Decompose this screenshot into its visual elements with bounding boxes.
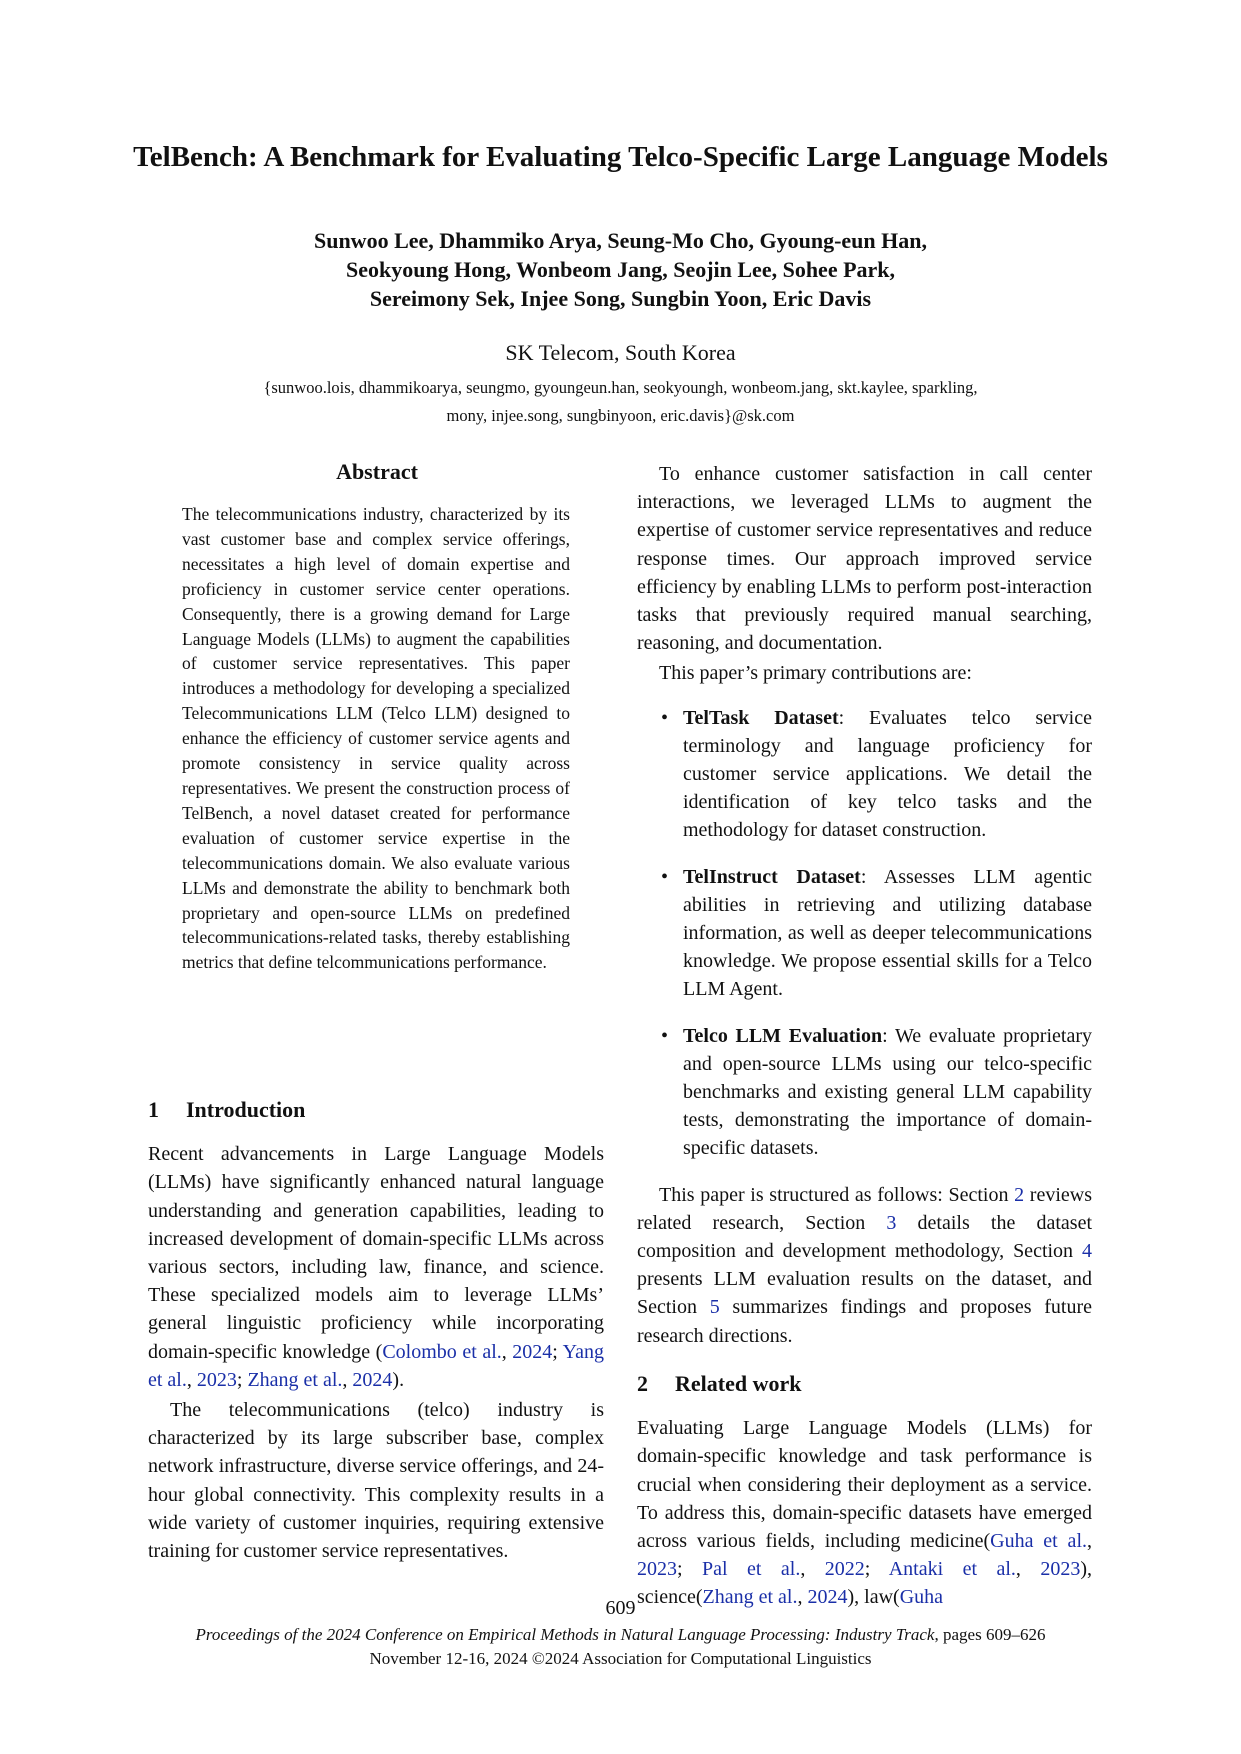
citation-link[interactable]: Antaki et al.: [888, 1558, 1016, 1581]
right-paragraph-1: To enhance customer satisfaction in call center interactions, we leveraged LLMs to augment the expertise of customer service representatives and reduce response times. Our approach improved service efficiency by enabling LLMs to perform post-interaction tasks that previously required manual searching, reasoning, and documentation.: [637, 463, 1092, 655]
author-line-1: Sunwoo Lee, Dhammiko Arya, Seung-Mo Cho, Gyoung-eun Han,: [313, 228, 928, 253]
intro-section: [148, 1096, 604, 1565]
section-ref-link[interactable]: 2: [1014, 1183, 1025, 1206]
author-list: [100, 226, 1141, 313]
citation-link[interactable]: Guha et al.: [990, 1529, 1087, 1552]
page-range: , pages 609–626: [934, 1625, 1046, 1644]
structure-paragraph: This paper is structured as follows: Section 2 reviews related research, Section 3 details the dataset composition and development methodology, Section 4 presents LLM evaluation results on the dataset, and Section 5 summarizes findings and proposes future research directions.: [637, 1183, 1092, 1347]
citation-year-link[interactable]: 2024: [512, 1340, 553, 1363]
venue-name: Proceedings of the 2024 Conference on Empirical Methods in Natural Language Processing: Industry Track: [195, 1625, 935, 1644]
footer-line-1: [100, 1623, 1141, 1647]
citation-link[interactable]: Pal et al.: [702, 1558, 801, 1581]
section-number: 2: [637, 1370, 648, 1396]
citation-link[interactable]: Guha: [899, 1586, 944, 1609]
citation-year-link[interactable]: 2023: [1040, 1558, 1081, 1581]
email-line-2: mony, injee.song, sungbinyoon, eric.davis}@sk.com: [446, 406, 795, 425]
footer-line-2: November 12-16, 2024 ©2024 Association for Computational Linguistics: [369, 1649, 872, 1668]
citation-year-link[interactable]: 2023: [637, 1558, 677, 1581]
right-column: [637, 460, 1092, 1612]
author-emails: [150, 374, 1091, 430]
bullet-icon: •: [661, 1024, 669, 1047]
intro-paragraph-2: The telecommunications (telco) industry is characterized by its large subscriber base, complex network infrastructure, diverse service offerings, and 24-hour global connectivity. This complexity results in a wide variety of customer inquiries, requiring extensive training for customer service representatives.: [148, 1399, 604, 1563]
page-number: 609: [605, 1597, 636, 1619]
abstract-text: The telecommunications industry, characterized by its vast customer base and complex service offerings, necessitates a high level of domain expertise and proficiency in customer service center operations. Consequently, there is a growing demand for Large Language Models (LLMs) to augment the capabilities of customer service representatives. This paper introduces a methodology for developing a specialized Telecommunications LLM (Telco LLM) designed to enhance the efficiency of customer service agents and promote consistency in service quality across representatives. We present the construction process of TelBench, a novel dataset created for performance evaluation of customer service expertise in the telecommunications domain. We also evaluate various LLMs and demonstrate the ability to benchmark both proprietary and open-source LLMs on predefined telecommunications-related tasks, thereby establishing metrics that define telcommunications performance.: [182, 504, 570, 973]
affiliation: SK Telecom, South Korea: [505, 340, 736, 365]
citation-link[interactable]: Zhang et al.: [247, 1368, 343, 1391]
citation-year-link[interactable]: 2023: [196, 1368, 237, 1391]
citation-year-link[interactable]: 2022: [824, 1558, 865, 1581]
abstract-heading: Abstract: [336, 459, 418, 484]
author-line-3: Sereimony Sek, Injee Song, Sungbin Yoon, Eric Davis: [369, 286, 872, 311]
page-footer: [100, 1623, 1141, 1671]
list-item: • TelTask Dataset: Evaluates telco service terminology and language proficiency for customer service applications. We detail the identification of key telco tasks and the methodology for dataset construction.: [637, 704, 1092, 845]
citation-link[interactable]: Yang et al.: [148, 1340, 604, 1391]
citation-link[interactable]: Colombo et al.: [382, 1340, 502, 1363]
list-item: • TelInstruct Dataset: Assesses LLM agentic abilities in retrieving and utilizing database information, as well as deeper telecommunications knowledge. We propose essential skills for a Telco LLM Agent.: [637, 863, 1092, 1004]
citation-year-link[interactable]: 2024: [352, 1368, 393, 1391]
section-heading-introduction: [148, 1096, 604, 1124]
section-title: Related work: [675, 1370, 802, 1396]
list-item: • Telco LLM Evaluation: We evaluate proprietary and open-source LLMs using our telco-specific benchmarks and existing general LLM capability tests, demonstrating the importance of domain-specific datasets.: [637, 1022, 1092, 1163]
section-ref-link[interactable]: 5: [709, 1296, 720, 1319]
section-number: 1: [148, 1097, 159, 1122]
section-ref-link[interactable]: 3: [886, 1211, 897, 1234]
citation-year-link[interactable]: 2024: [807, 1586, 848, 1609]
related-paragraph-1: Evaluating Large Language Models (LLMs) for domain-specific knowledge and task performance is crucial when considering their deployment as a service. To address this, domain-specific datasets have emerged across various fields, including medicine(Guha et al., 2023; Pal et al., 2022; Antaki et al., 2023), science(Zhang et al., 2024), law(Guha: [637, 1417, 1093, 1609]
email-line-1: {sunwoo.lois, dhammikoarya, seungmo, gyoungeun.han, seokyoungh, wonbeom.jang, skt.kaylee, sparkling,: [263, 378, 978, 397]
intro-paragraph-1: Recent advancements in Large Language Models (LLMs) have significantly enhanced natural language understanding and generation capabilities, leading to increased development of domain-specific LLMs across various sectors, including law, finance, and science. These specialized models aim to leverage LLMs’ general linguistic proficiency while incorporating domain-specific knowledge (Colombo et al., 2024; Yang et al., 2023; Zhang et al., 2024).: [148, 1143, 604, 1391]
paper-title: TelBench: A Benchmark for Evaluating Telco-Specific Large Language Models: [133, 141, 1108, 173]
citation-link[interactable]: Zhang et al.: [702, 1586, 798, 1609]
contribution-list: [637, 704, 1092, 1163]
bullet-icon: •: [661, 865, 669, 888]
section-ref-link[interactable]: 4: [1082, 1240, 1092, 1263]
section-title: Introduction: [186, 1097, 306, 1122]
right-paragraph-2: This paper’s primary contributions are:: [659, 662, 972, 685]
author-line-2: Seokyoung Hong, Wonbeom Jang, Seojin Lee, Sohee Park,: [345, 257, 896, 282]
section-heading-related-work: [637, 1370, 1092, 1398]
bullet-icon: •: [661, 706, 669, 729]
